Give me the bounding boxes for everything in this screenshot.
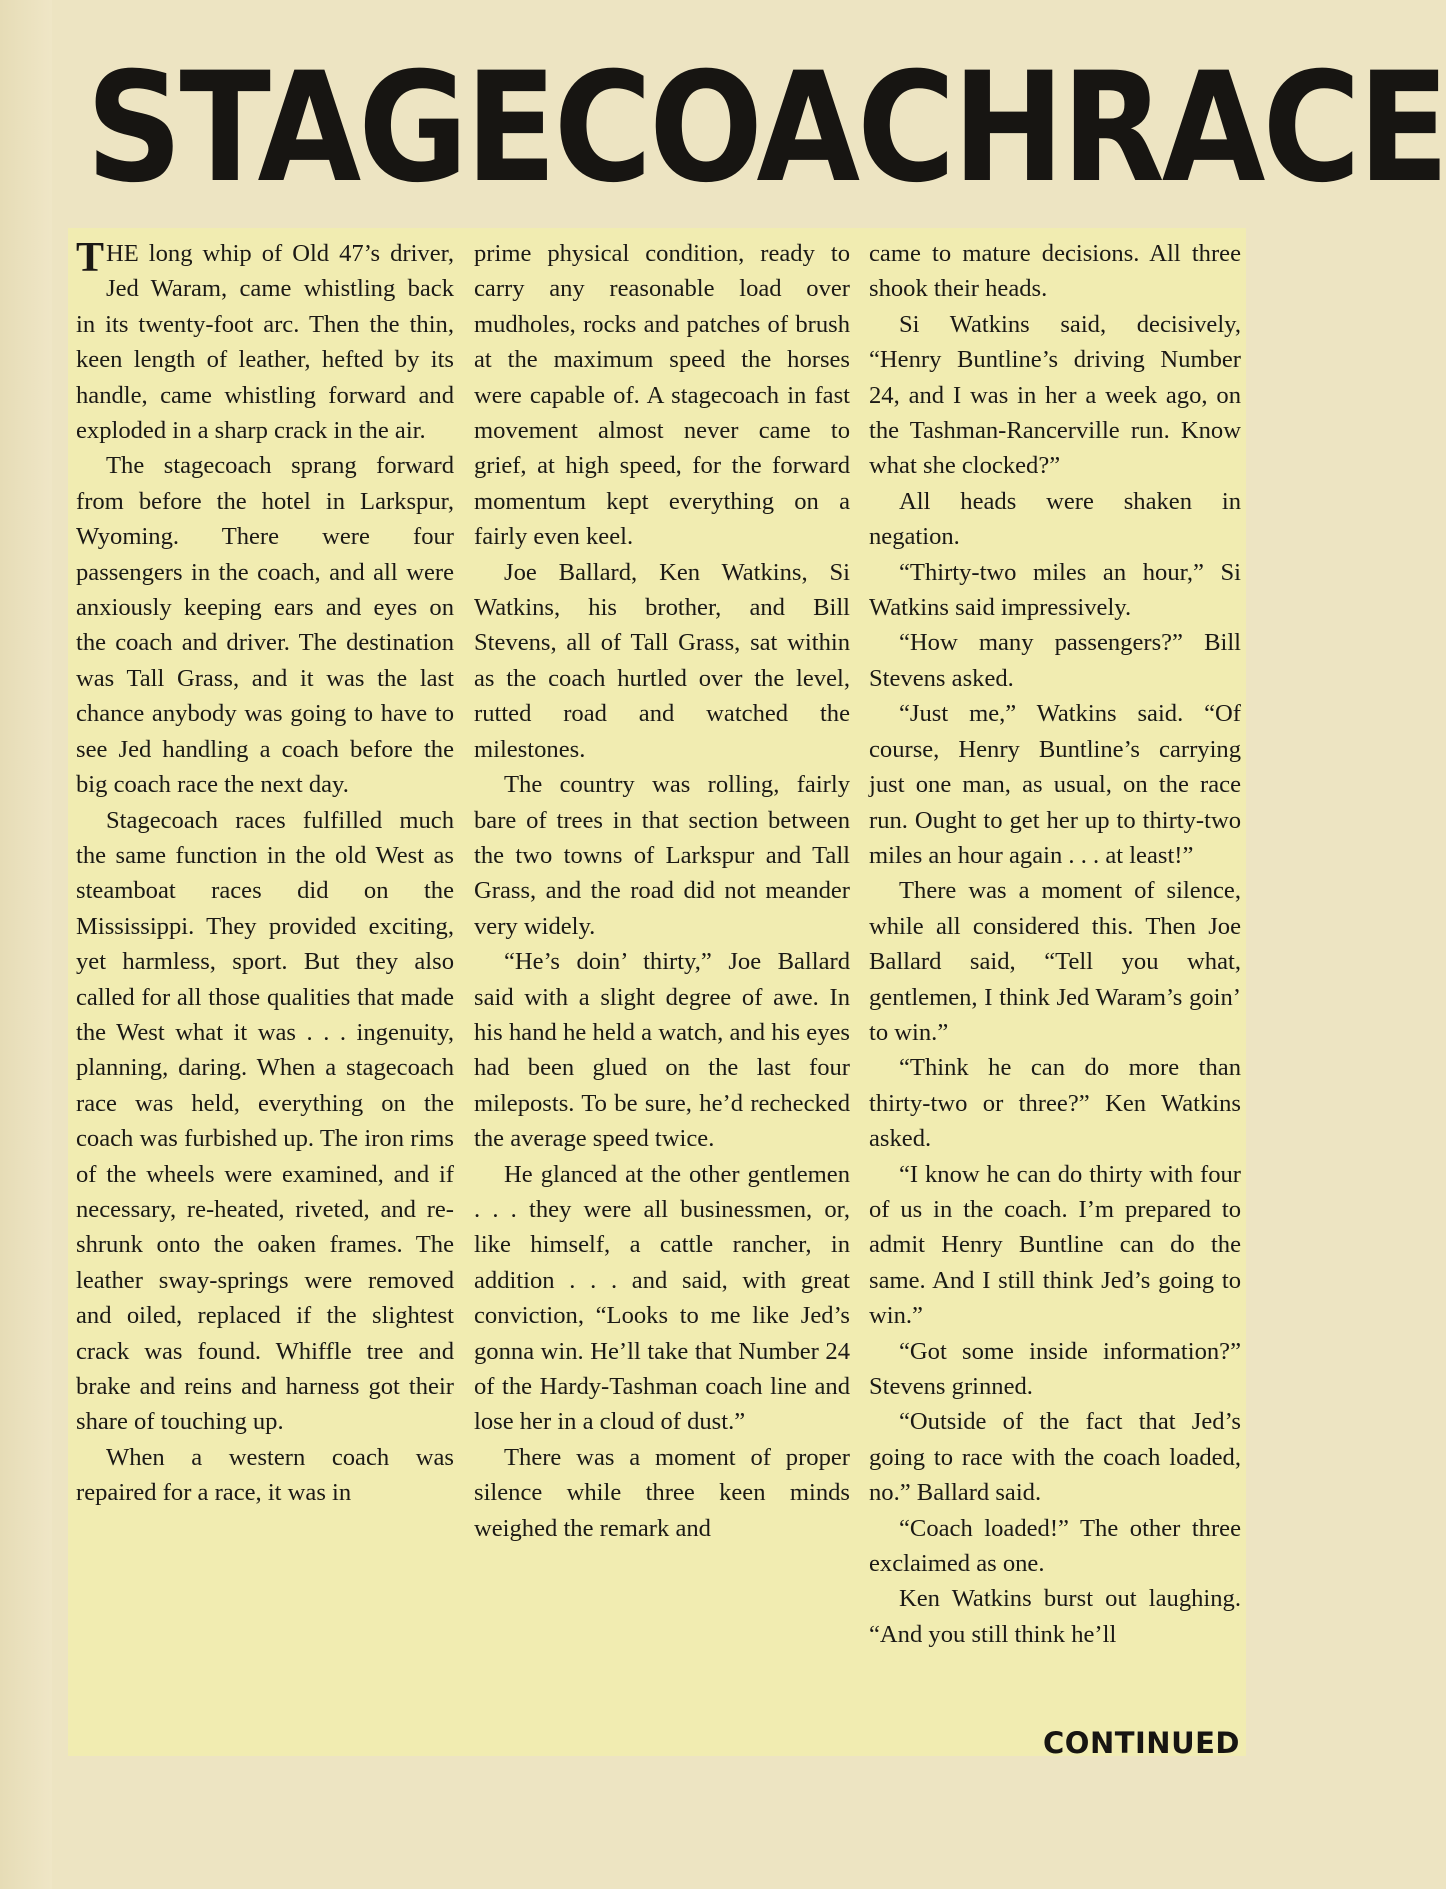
- paragraph: “Outside of the fact that Jed’s going to race with the coach loaded, no.” Ballard said.: [869, 1408, 1241, 1507]
- title-word-stagecoach: STAGECOACH: [86, 39, 1062, 217]
- paragraph: “I know he can do thirty with four of us in the coach. I’m prepared to admit Henry Buntline can do the same. And I still think Jed’s going to win.”: [869, 1160, 1241, 1330]
- paragraph: [76, 236, 454, 448]
- drop-cap: T: [76, 235, 105, 281]
- paragraph: came to mature decisions. All three shook their heads.: [869, 240, 1241, 303]
- paragraph: There was a moment of silence, while all considered this. Then Joe Ballard said, “Tell you what, gentlemen, I think Jed Waram’s goin’ to win.”: [869, 877, 1241, 1046]
- paragraph: There was a moment of proper silence while three keen minds weighed the remark and: [474, 1443, 850, 1542]
- paragraph: Ken Watkins burst out laughing. “And you still think he’ll: [869, 1585, 1241, 1648]
- paragraph: “Just me,” Watkins said. “Of course, Henry Buntline’s carrying just one man, as usual, on the race run. Ought to get her up to thirty-two miles an hour again . . . at least!”: [869, 700, 1241, 869]
- article-column-2: [474, 236, 850, 1546]
- paragraph: “Got some inside information?” Stevens grinned.: [869, 1337, 1241, 1400]
- paragraph: When a western coach was repaired for a race, it was in: [76, 1443, 454, 1507]
- paragraph: Si Watkins said, decisively, “Henry Buntline’s driving Number 24, and I was in her a week ago, on the Tashman-Rancerville run. Know what she clocked?”: [869, 310, 1241, 480]
- paragraph: He glanced at the other gentlemen . . . they were all businessmen, or, like himself, a cattle rancher, in addition . . . and said, with great conviction, “Looks to me like Jed’s gonna win. He’ll take that Number 24 of the Hardy-Tashman coach line and lose her in a cloud of dust.”: [474, 1160, 850, 1436]
- article-column-1: [76, 236, 454, 1511]
- page-edge: [0, 0, 52, 1889]
- paragraph: The stagecoach sprang forward from before the hotel in Larkspur, Wyoming. There were four passengers in the coach, and all were anxiously keeping ears and eyes on the coach and driver. The destination was Tall Grass, and it was the last chance anybody was going to have to see Jed handling a coach before the big coach race the next day.: [76, 452, 454, 799]
- title-word-race: RACE: [1061, 39, 1446, 217]
- paragraph: “He’s doin’ thirty,” Joe Ballard said with a slight degree of awe. In his hand he held a watch, and his eyes had been glued on the last four mileposts. To be sure, he’d rechecked the average speed twice.: [474, 948, 850, 1153]
- continued-label: CONTINUED: [1043, 1726, 1240, 1760]
- paragraph: prime physical condition, ready to carry any reasonable load over mudholes, rocks and patches of brush at the maximum speed the horses were capable of. A stagecoach in fast movement almost never came to grief, at high speed, for the forward momentum kept everything on a fairly even keel.: [474, 240, 850, 551]
- paragraph: Stagecoach races fulfilled much the same function in the old West as steamboat races did on the Mississippi. They provided exciting, yet harmless, sport. But they also called for all those qualities that made the West what it was . . . ingenuity, planning, daring. When a stagecoach race was held, everything on the coach was furbished up. The iron rims of the wheels were examined, and if necessary, re-heated, riveted, and re-shrunk onto the oaken frames. The leather sway-springs were removed and oiled, replaced if the slightest crack was found. Whiffle tree and brake and reins and harness got their share of touching up.: [76, 806, 454, 1436]
- paragraph: “Thirty-two miles an hour,” Si Watkins said impressively.: [869, 558, 1241, 622]
- paragraph: All heads were shaken in negation.: [869, 487, 1241, 551]
- paragraph: “Think he can do more than thirty-two or three?” Ken Watkins asked.: [869, 1054, 1241, 1153]
- page-title: [86, 38, 1446, 219]
- paragraph: “How many passengers?” Bill Stevens asked.: [869, 629, 1241, 692]
- article-column-3: [869, 236, 1241, 1652]
- paragraph-text: HE long whip of Old 47’s driver, Jed Waram, came whistling back in its twenty-foot arc. Then the thin, keen length of leather, hefted by its handle, came whistling forward and exploded in a sharp crack in the air.: [76, 240, 454, 445]
- paragraph: “Coach loaded!” The other three exclaimed as one.: [869, 1514, 1241, 1578]
- paragraph: Joe Ballard, Ken Watkins, Si Watkins, his brother, and Bill Stevens, all of Tall Grass, sat within as the coach hurtled over the level, rutted road and watched the milestones.: [474, 558, 850, 763]
- paragraph: The country was rolling, fairly bare of trees in that section between the two towns of Larkspur and Tall Grass, and the road did not meander very widely.: [474, 771, 850, 940]
